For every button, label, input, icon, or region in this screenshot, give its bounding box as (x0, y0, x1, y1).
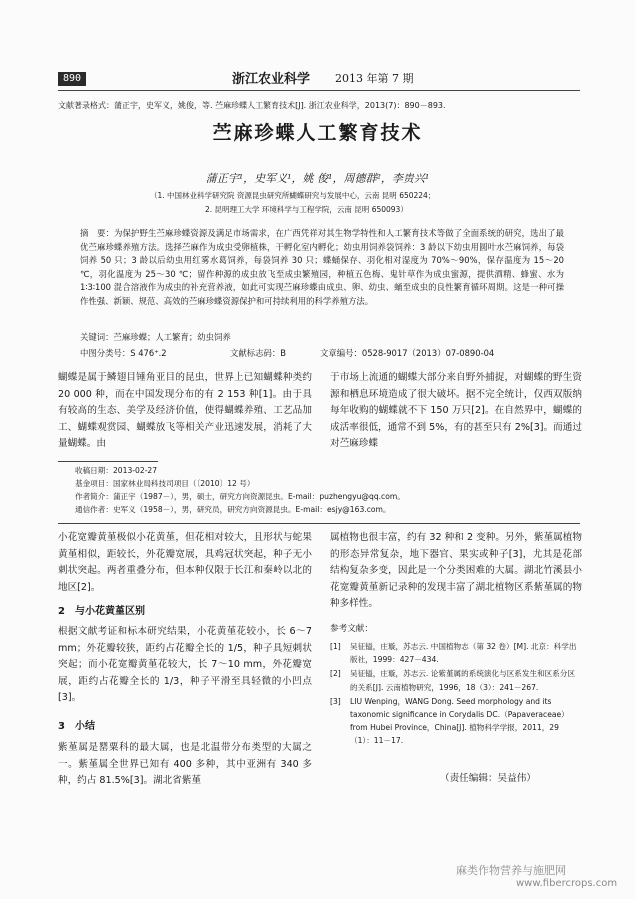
section-3-heading: 3 小结 (58, 721, 95, 732)
footnote-block (75, 464, 575, 516)
header-rule (58, 90, 580, 91)
intro-left: 蝴蝶是属于鳞翅目锤角亚目的昆虫，世界上已知蝴蝶种类约 20 000 种，而在中国发现分布的有 2 153 种[1]。由于具有较高的生态、美学及经济价值，使得蝴蝶养殖、工艺品加工、蝴蝶观赏园、蝴蝶放飞等相关产业迅速发展，消耗了大量蝴蝶。由 (58, 372, 312, 449)
reference-text: 吴征镒，庄璇，苏志云. 论紫堇属的系统演化与区系发生和区系分区的关系[J]. 云南植物研究，1996，18（3）：241－267. (350, 669, 576, 692)
lower-left-para1: 小花宽瓣黄堇极似小花黄堇，但花相对较大，且形状与蛇果黄堇相似，距较长，外花瓣宽展，具鸡冠状突起，种子无小刺状突起。两者重叠分布，但本种仅限于长江和秦岭以北的地区[2]。 (58, 532, 312, 593)
affiliation-1: （1. 中国林业科学研究院 资源昆虫研究所蝴蝶研究与发展中心，云南 昆明 650224； (150, 191, 436, 200)
reference-item (330, 695, 582, 748)
affiliation-2: 2. 昆明理工大学 环境科学与工程学院，云南 昆明 650093） (205, 205, 408, 214)
keywords: 关键词：苎麻珍蝶；人工繁育；幼虫饲养 (80, 332, 231, 342)
references-title: 参考文献： (330, 624, 373, 634)
funding: 基金项目：国家林业局科技司项目（〔2010〕12 号） (75, 479, 255, 488)
journal-issue: 2013 年第 7 期 (335, 72, 414, 85)
footnote-rule (58, 461, 158, 462)
author-bio: 作者简介：蒲正宇（1987－），男，硕士，研究方向资源昆虫。E-mail：puzhengyu@qq.com。 (75, 492, 405, 501)
article-number: 文章编号：0528-9017（2013）07-0890-04 (320, 348, 495, 358)
intro-right: 于市场上流通的蝴蝶大部分来自野外捕捉，对蝴蝶的野生资源和栖息环境造成了很大破坏。据不完全统计，仅西双版纳每年收购的蝴蝶就不下 150 万只[2]。在自然界中，蝴蝶的成活率很低，通常不到 5%，有的甚至只有 2%[3]。而通过对苎麻珍蝶 (330, 372, 582, 449)
abstract: 摘 要：为保护野生苎麻珍蝶资源及满足市场需求，在广西凭祥对其生物学特性和人工繁育技术等做了全面系统的研究，选出了最优苎麻珍蝶养殖方法。选择苎麻作为成虫受卵植株，干孵化室内孵化；幼虫用饲养袋饲养：3 龄以下幼虫用圆叶水苎麻饲养，每袋饲养 50 只；3 龄以后幼虫用红雾水葛饲养，每袋饲养 30 只；蝶蛹保存、羽化相对湿度为 70%～90%，保存温度为 15～20 ℃，羽化温度为 25～30 ℃；留作种源的成虫放飞至成虫繁殖园，种植五色梅、鬼针草作为成虫蜜源，提供酒精、蜂蜜、水为 1∶3∶100 混合溶液作为成虫的补充营养液，如此可实现苎麻珍蝶由成虫、卵、幼虫、蛹至成虫的良性繁育循环周期。这是一种可操作性强、新颖、规范、高效的苎麻珍蝶资源保护和可持续利用的科学养殖方法。 (80, 228, 564, 306)
watermark-site-name: 麻类作物营养与施肥网 (456, 864, 566, 877)
reference-text: 吴征镒，庄璇，苏志云. 中国植物志（第 32 卷）[M]. 北京：科学出版社，1999：427－434. (350, 642, 577, 665)
author-list: 蒲正宇¹，史军义¹，姚 俊¹，周德群²，李贵兴¹ (205, 172, 430, 185)
paper-title: 苎麻珍蝶人工繁育技术 (212, 122, 423, 144)
document-code: 文献标志码：B (230, 348, 286, 358)
reference-text: LIU Wenping，WANG Dong. Seed morphology and its taxonomic significance in Corydalis DC.（Papaveraceae）from Hubei Province，China[J]. 植物科学学报，2011，29（1）：11－17. (350, 696, 569, 746)
citation-format: 文献著录格式：蒲正宇，史军义，姚俊，等. 苎麻珍蝶人工繁育技术[J]. 浙江农业科学，2013(7)：890－893. (58, 101, 446, 110)
reference-number: [1] (330, 642, 341, 651)
watermark-url: www.fibercrops.com (516, 878, 618, 889)
reference-list (330, 640, 582, 749)
lower-left-para2: 根据文献考证和标本研究结果，小花黄堇花较小，长 6～7 mm；外花瓣较狭，距约占花瓣全长的 1/5，种子具短刺状突起；而小花宽瓣黄堇花较大，长 7～10 mm，外花瓣宽展，距约占花瓣全长的 1/3，种子平滑至具轻微的小凹点[3]。 (58, 626, 312, 703)
reference-item (330, 640, 582, 666)
page-number: 890 (58, 72, 86, 86)
corresponding-author: 通信作者：史军义（1958－），男，研究员，研究方向资源昆虫。E-mail：esjy@163.com。 (75, 505, 391, 514)
lower-left-para3: 紫堇属是罂粟科的最大属，也是北温带分布类型的大属之一。紫堇属全世界已知有 400 多种，其中亚洲有 340 多种，约占 81.5%[3]。湖北省紫堇 (58, 742, 312, 786)
responsible-editor: （责任编辑：吴益伟） (440, 773, 536, 784)
clc-number: 中图分类号：S 476⁺.2 (80, 348, 167, 358)
separator-rule (58, 523, 580, 524)
journal-name: 浙江农业科学 (232, 72, 311, 87)
received-date: 收稿日期：2013-02-27 (75, 466, 158, 475)
reference-number: [2] (330, 669, 341, 679)
reference-number: [3] (330, 696, 341, 706)
lower-right-para1: 属植物也很丰富，约有 32 种和 2 变种。另外，紫堇属植物的形态异常复杂，地下器官、果实或种子[3]，尤其是花部结构复杂多变，因此是一个分类困难的大属。湖北竹溪县小花宽瓣黄堇新记录种的发现丰富了湖北植物区系紫堇属的物种多样性。 (330, 532, 582, 609)
section-2-heading: 2 与小花黄堇区别 (58, 606, 145, 617)
reference-item (330, 667, 582, 693)
